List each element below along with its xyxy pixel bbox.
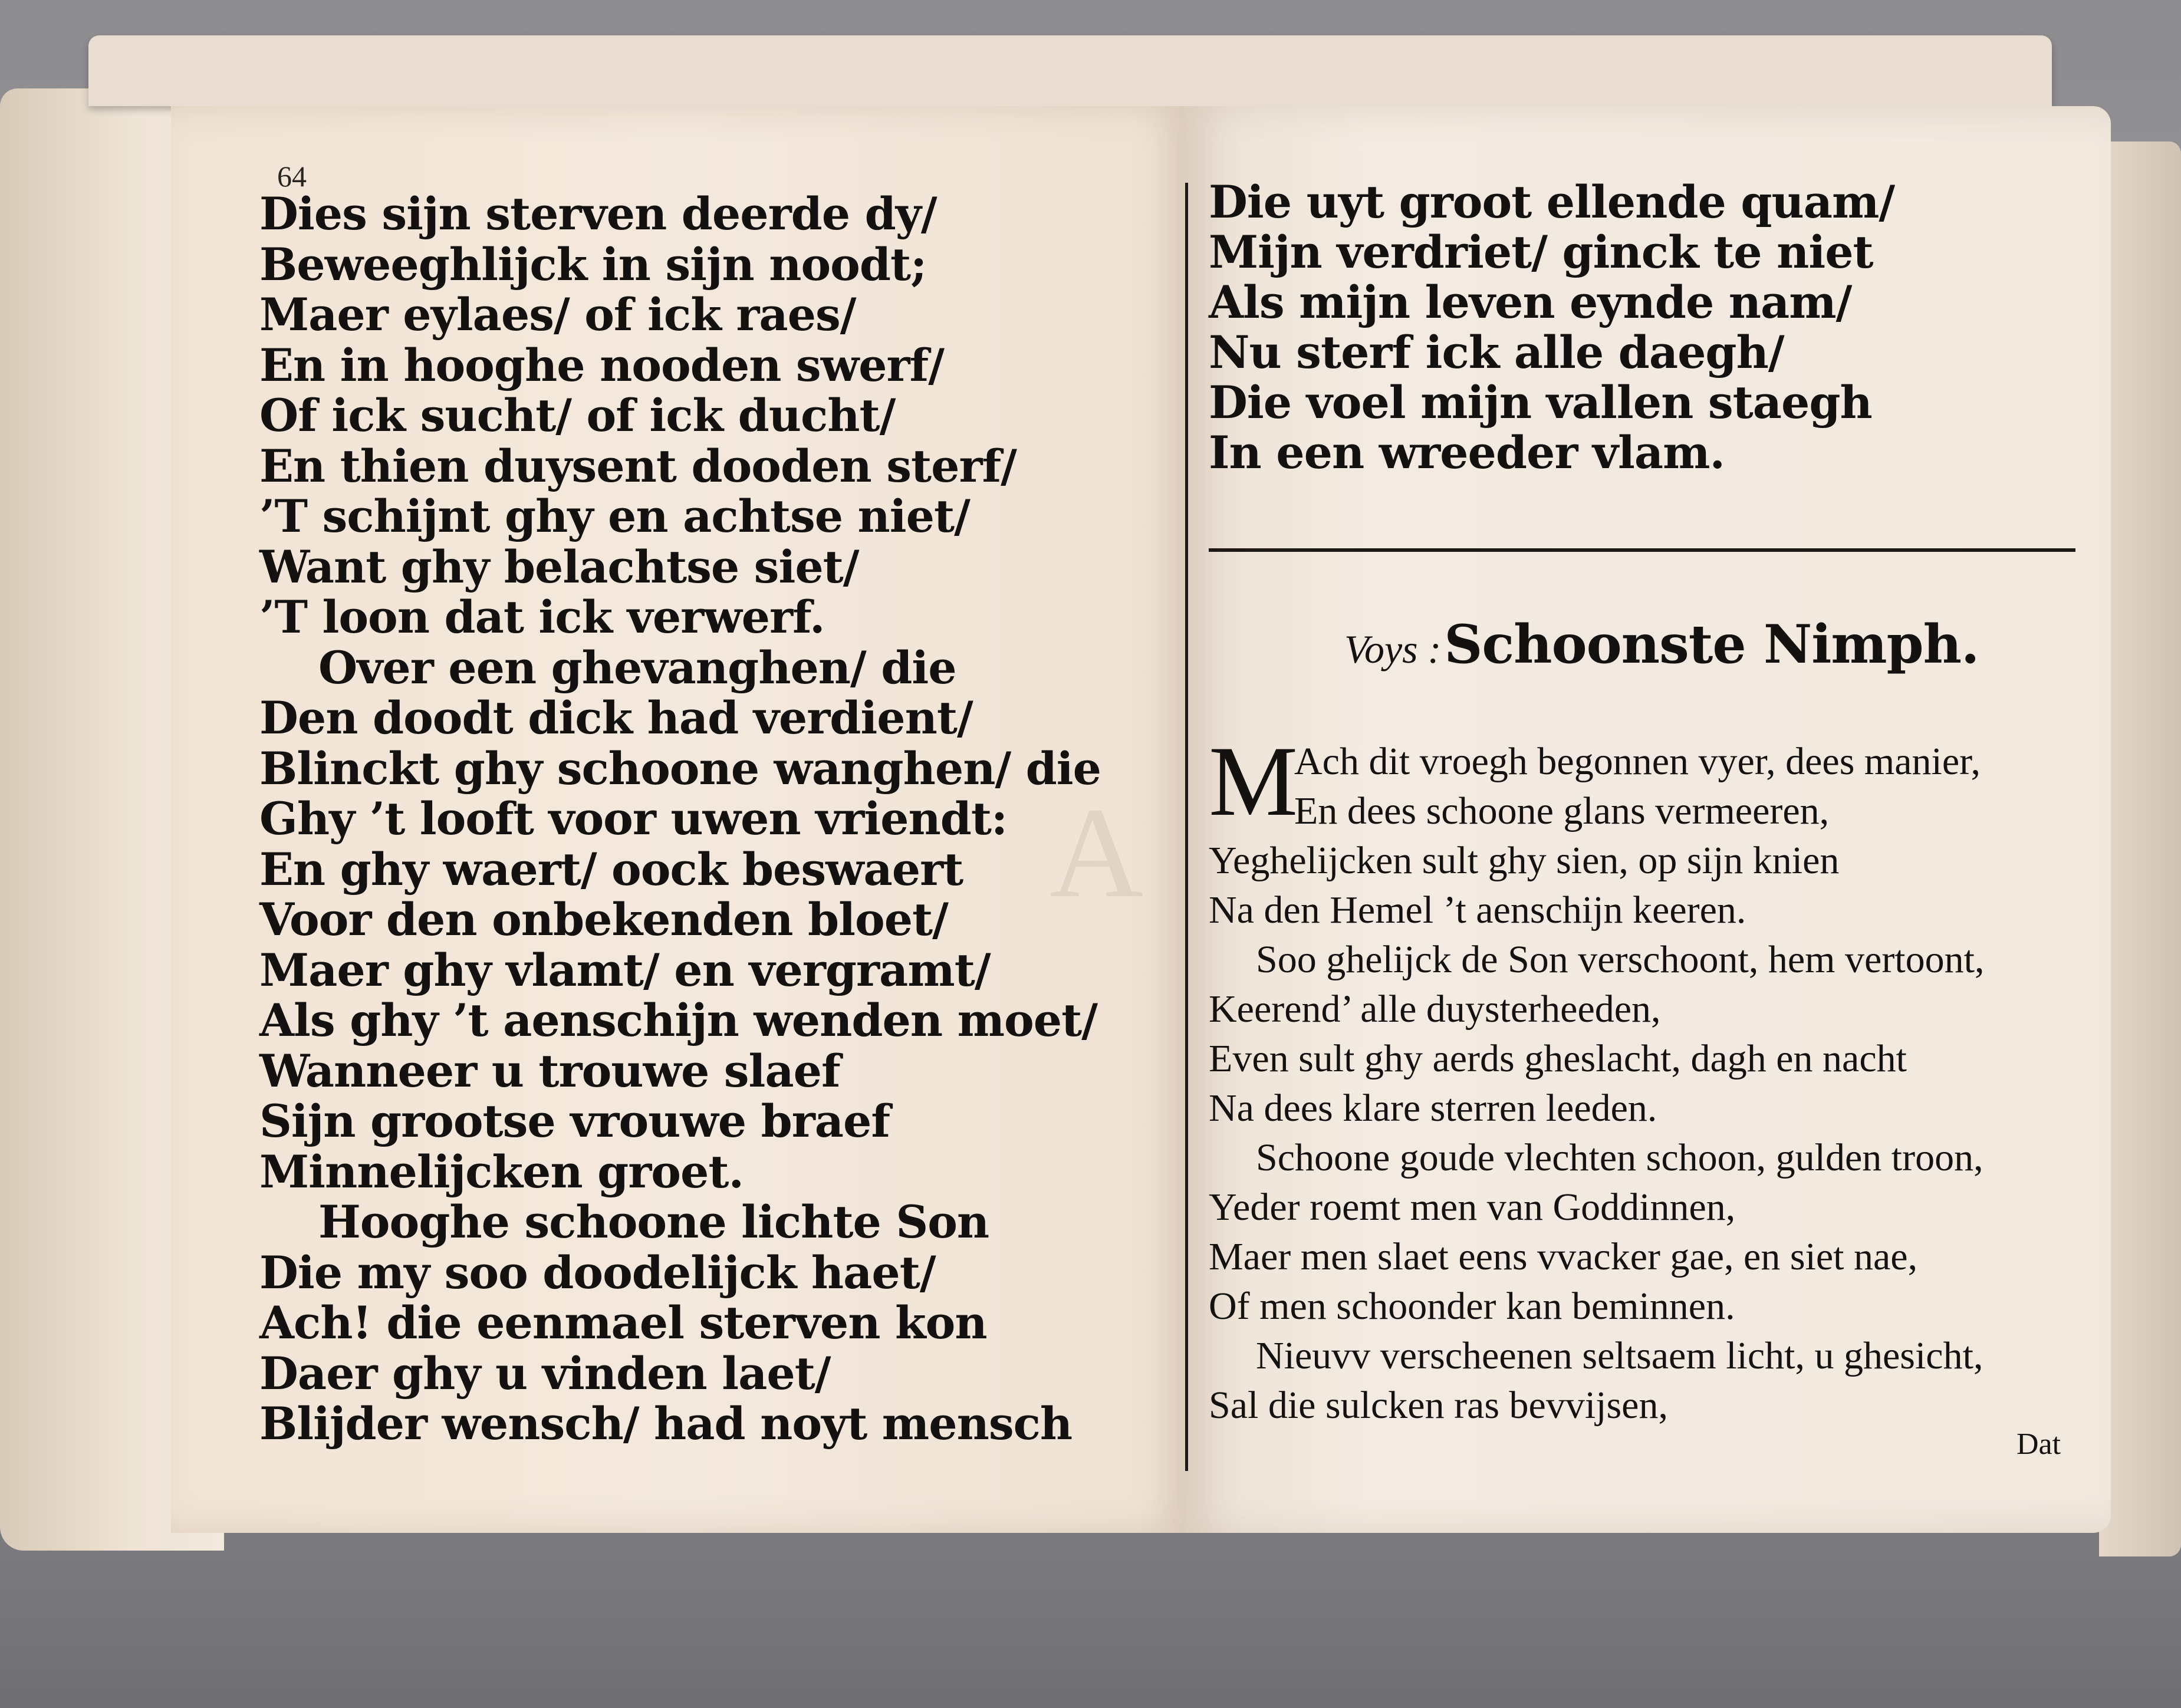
song-lines	[1209, 836, 2081, 1430]
poem-line: Die my soo doodelijck haet/	[259, 1246, 936, 1299]
poem-line: En thien duysent dooden sterf/	[259, 439, 1017, 492]
poem-line: Nieuvv verscheenen seltsaem licht, u ghesicht,	[1256, 1334, 1983, 1377]
poem-line: Als ghy ’t aenschijn wenden moet/	[259, 994, 1097, 1046]
column-rule-vertical	[1185, 183, 1188, 1471]
poem-line: ’T loon dat ick verwerf.	[259, 591, 825, 643]
poem-line: Wanneer u trouwe slaef	[259, 1044, 840, 1097]
show-through-letter: A	[1050, 781, 1143, 924]
poem-line: Of men schoonder kan beminnen.	[1209, 1285, 1735, 1328]
poem-line: Minnelijcken groet.	[259, 1145, 744, 1198]
song-heading	[1344, 613, 1979, 676]
poem-line: En ghy waert/ oock beswaert	[259, 843, 963, 896]
song-second-line	[1209, 786, 2081, 836]
poem-line: ’T schijnt ghy en achtse niet/	[259, 490, 970, 542]
poem-line: Want ghy belachtse siet/	[259, 540, 859, 593]
poem-line: Blinckt ghy schoone wanghen/ die	[259, 742, 1101, 795]
poem-line: Yeghelijcken sult ghy sien, op sijn knien	[1209, 839, 1840, 882]
right-poem-continuation	[1209, 177, 2034, 478]
poem-line: Over een ghevanghen/ die	[318, 641, 956, 694]
poem-line: Beweeghlijck in sijn noodt;	[259, 238, 927, 291]
poem-line: Nu sterf ick alle daegh/	[1209, 326, 1784, 379]
drop-cap: M	[1209, 726, 1298, 837]
poem-line: Sijn grootse vrouwe braef	[259, 1095, 890, 1147]
tune-label: Voys :	[1344, 627, 1442, 672]
poem-line: Blijder wensch/ had noyt mensch	[259, 1397, 1073, 1450]
poem-line: Schoone goude vlechten schoon, gulden troon,	[1256, 1136, 1983, 1179]
poem-line: En in hooghe nooden swerf/	[259, 338, 944, 391]
page-stack-right-edge	[2099, 141, 2181, 1556]
poem-line: Maer men slaet eens vvacker gae, en siet nae,	[1209, 1235, 1918, 1278]
tune-title: Schoonste Nimph.	[1444, 613, 1979, 676]
poem-line: Mijn verdriet/ ginck te niet	[1209, 226, 1873, 278]
poem-line: Daer ghy u vinden laet/	[259, 1347, 831, 1400]
poem-line: Maer eylaes/ of ick raes/	[259, 288, 856, 341]
poem-line: Hooghe schoone lichte Son	[318, 1196, 989, 1248]
gray-cloth-background	[0, 1509, 2181, 1708]
poem-line: Maer ghy vlamt/ en vergramt/	[259, 943, 991, 996]
left-poem-column	[259, 189, 1179, 1449]
poem-line: Na dees klare sterren leeden.	[1209, 1087, 1657, 1130]
poem-line: Yeder roemt men van Goddinnen,	[1209, 1186, 1736, 1229]
poem-line: Die voel mijn vallen staegh	[1209, 376, 1872, 429]
poem-line: Soo ghelijck de Son verschoont, hem vertoont,	[1256, 938, 1985, 981]
poem-line: Even sult ghy aerds gheslacht, dagh en nacht	[1209, 1037, 1907, 1080]
poem-line: Of ick sucht/ of ick ducht/	[259, 389, 896, 442]
catchword: Dat	[2016, 1427, 2061, 1461]
poem-line: Keerend’ alle duysterheeden,	[1209, 988, 1661, 1031]
song-line: En dees schoone glans vermeeren,	[1294, 789, 1830, 832]
page-number: 64	[277, 160, 307, 193]
poem-line: In een wreeder vlam.	[1209, 426, 1725, 479]
poem-line: Den doodt dick had verdient/	[259, 692, 973, 744]
poem-line: Dies sijn sterven deerde dy/	[259, 187, 937, 240]
poem-line: Ghy ’t looft voor uwen vriendt:	[259, 792, 1008, 845]
poem-line: Sal die sulcken ras bevvijsen,	[1209, 1384, 1668, 1427]
poem-line: Die uyt groot ellende quam/	[1209, 176, 1895, 228]
poem-line: Ach! die eenmael sterven kon	[259, 1296, 987, 1349]
poem-line: Na den Hemel ’t aenschijn keeren.	[1209, 888, 1746, 932]
poem-line: Als mijn leven eynde nam/	[1209, 276, 1852, 328]
poem-line: Voor den onbekenden bloet/	[259, 893, 948, 946]
song-line: Ach dit vroegh begonnen vyer, dees manier,	[1294, 740, 1981, 783]
book-top-edge	[88, 35, 2052, 106]
song-text	[1209, 726, 2081, 1430]
section-rule-horizontal	[1209, 548, 2075, 552]
